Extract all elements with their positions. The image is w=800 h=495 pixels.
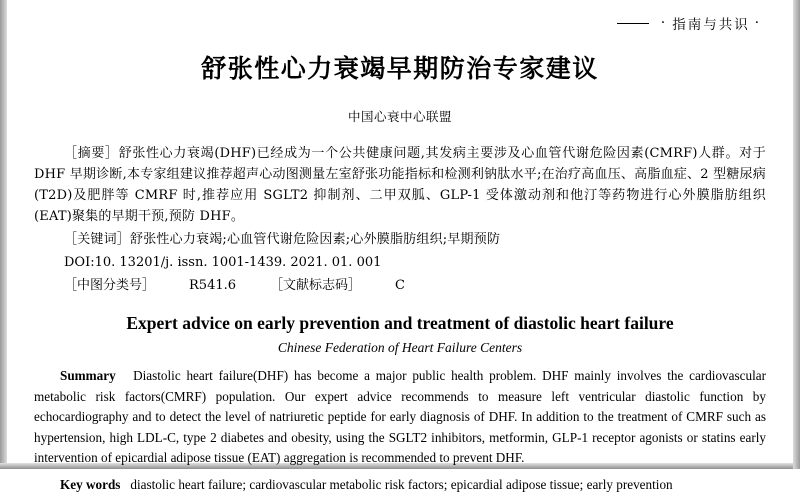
header-dot-right: · xyxy=(755,15,761,31)
running-header-text: 指南与共识 xyxy=(672,17,750,33)
header-rule xyxy=(617,23,649,24)
summary-label: Summary xyxy=(34,368,116,383)
abstract-text-cn: 舒张性心力衰竭(DHF)已经成为一个公共健康问题,其发病主要涉及心血管代谢危险因素(CMRF)人群。对于 DHF 早期诊断,本专家组建议推荐超声心动图测量左室舒张功能指标和检测利钠肽水平;在治疗高血压、高脂血症、2 型糖尿病(T2D)及肥胖等 CMRF 时,推荐应用 SGLT2 抑制剂、二甲双胍、GLP-1 受体激动剂和他汀等药物进行心外膜脂肪组织(EAT)聚集的早期干预,预防 DHF。 xyxy=(34,146,766,224)
keywords-english xyxy=(34,475,766,495)
doc-code-label: ［文献标志码］ xyxy=(270,278,361,293)
keywords-text-cn: 舒张性心力衰竭;心血管代谢危险因素;心外膜脂肪组织;早期预防 xyxy=(130,232,500,247)
abstract-english xyxy=(34,366,766,469)
header-dot-left: · xyxy=(661,15,667,31)
page-title-english: Expert advice on early prevention and treatment of diastolic heart failure xyxy=(34,313,766,334)
abstract-label-cn: ［摘要］ xyxy=(34,146,119,161)
running-header xyxy=(34,0,766,35)
keywords-label-en: Key words xyxy=(34,477,120,492)
clc-label: ［中图分类号］ xyxy=(34,278,155,293)
doi-line xyxy=(34,252,766,273)
summary-text: Diastolic heart failure(DHF) has become a major public health problem. DHF mainly involves the cardiovascular metabolic risk factors(CMRF) population. Our expert advice recommends to measure left ventricular diastolic function by echocardiography and to detect the level of natriuretic peptide for early diagnosis of DHF. In addition to the treatment of CMRF such as hypertension, high LDL-C, type 2 diabetes and obesity, using the SGLT2 inhibitors, metformin, GLP-1 receptor agonists or statins early intervention of epicardial adipose tissue (EAT) aggregation is recommended to prevent DHF. xyxy=(34,368,766,465)
authors-chinese: 中国心衰中心联盟 xyxy=(34,107,766,125)
keywords-chinese xyxy=(34,229,766,250)
classification-line xyxy=(34,275,766,296)
page-content xyxy=(34,0,766,469)
authors-english: Chinese Federation of Heart Failure Centers xyxy=(34,340,766,356)
doc-code-value: C xyxy=(395,278,405,293)
page-title: 舒张性心力衰竭早期防治专家建议 xyxy=(34,49,766,85)
abstract-chinese xyxy=(34,143,766,227)
keywords-label-cn: ［关键词］ xyxy=(34,232,130,247)
doi-value: 10. 13201/j. issn. 1001-1439. 2021. 01. 001 xyxy=(95,255,382,270)
doi-label: DOI: xyxy=(34,255,95,270)
clc-value: R541.6 xyxy=(189,278,236,293)
keywords-text-en: diastolic heart failure; cardiovascular metabolic risk factors; epicardial adipose tissue; early prevention xyxy=(130,477,672,492)
